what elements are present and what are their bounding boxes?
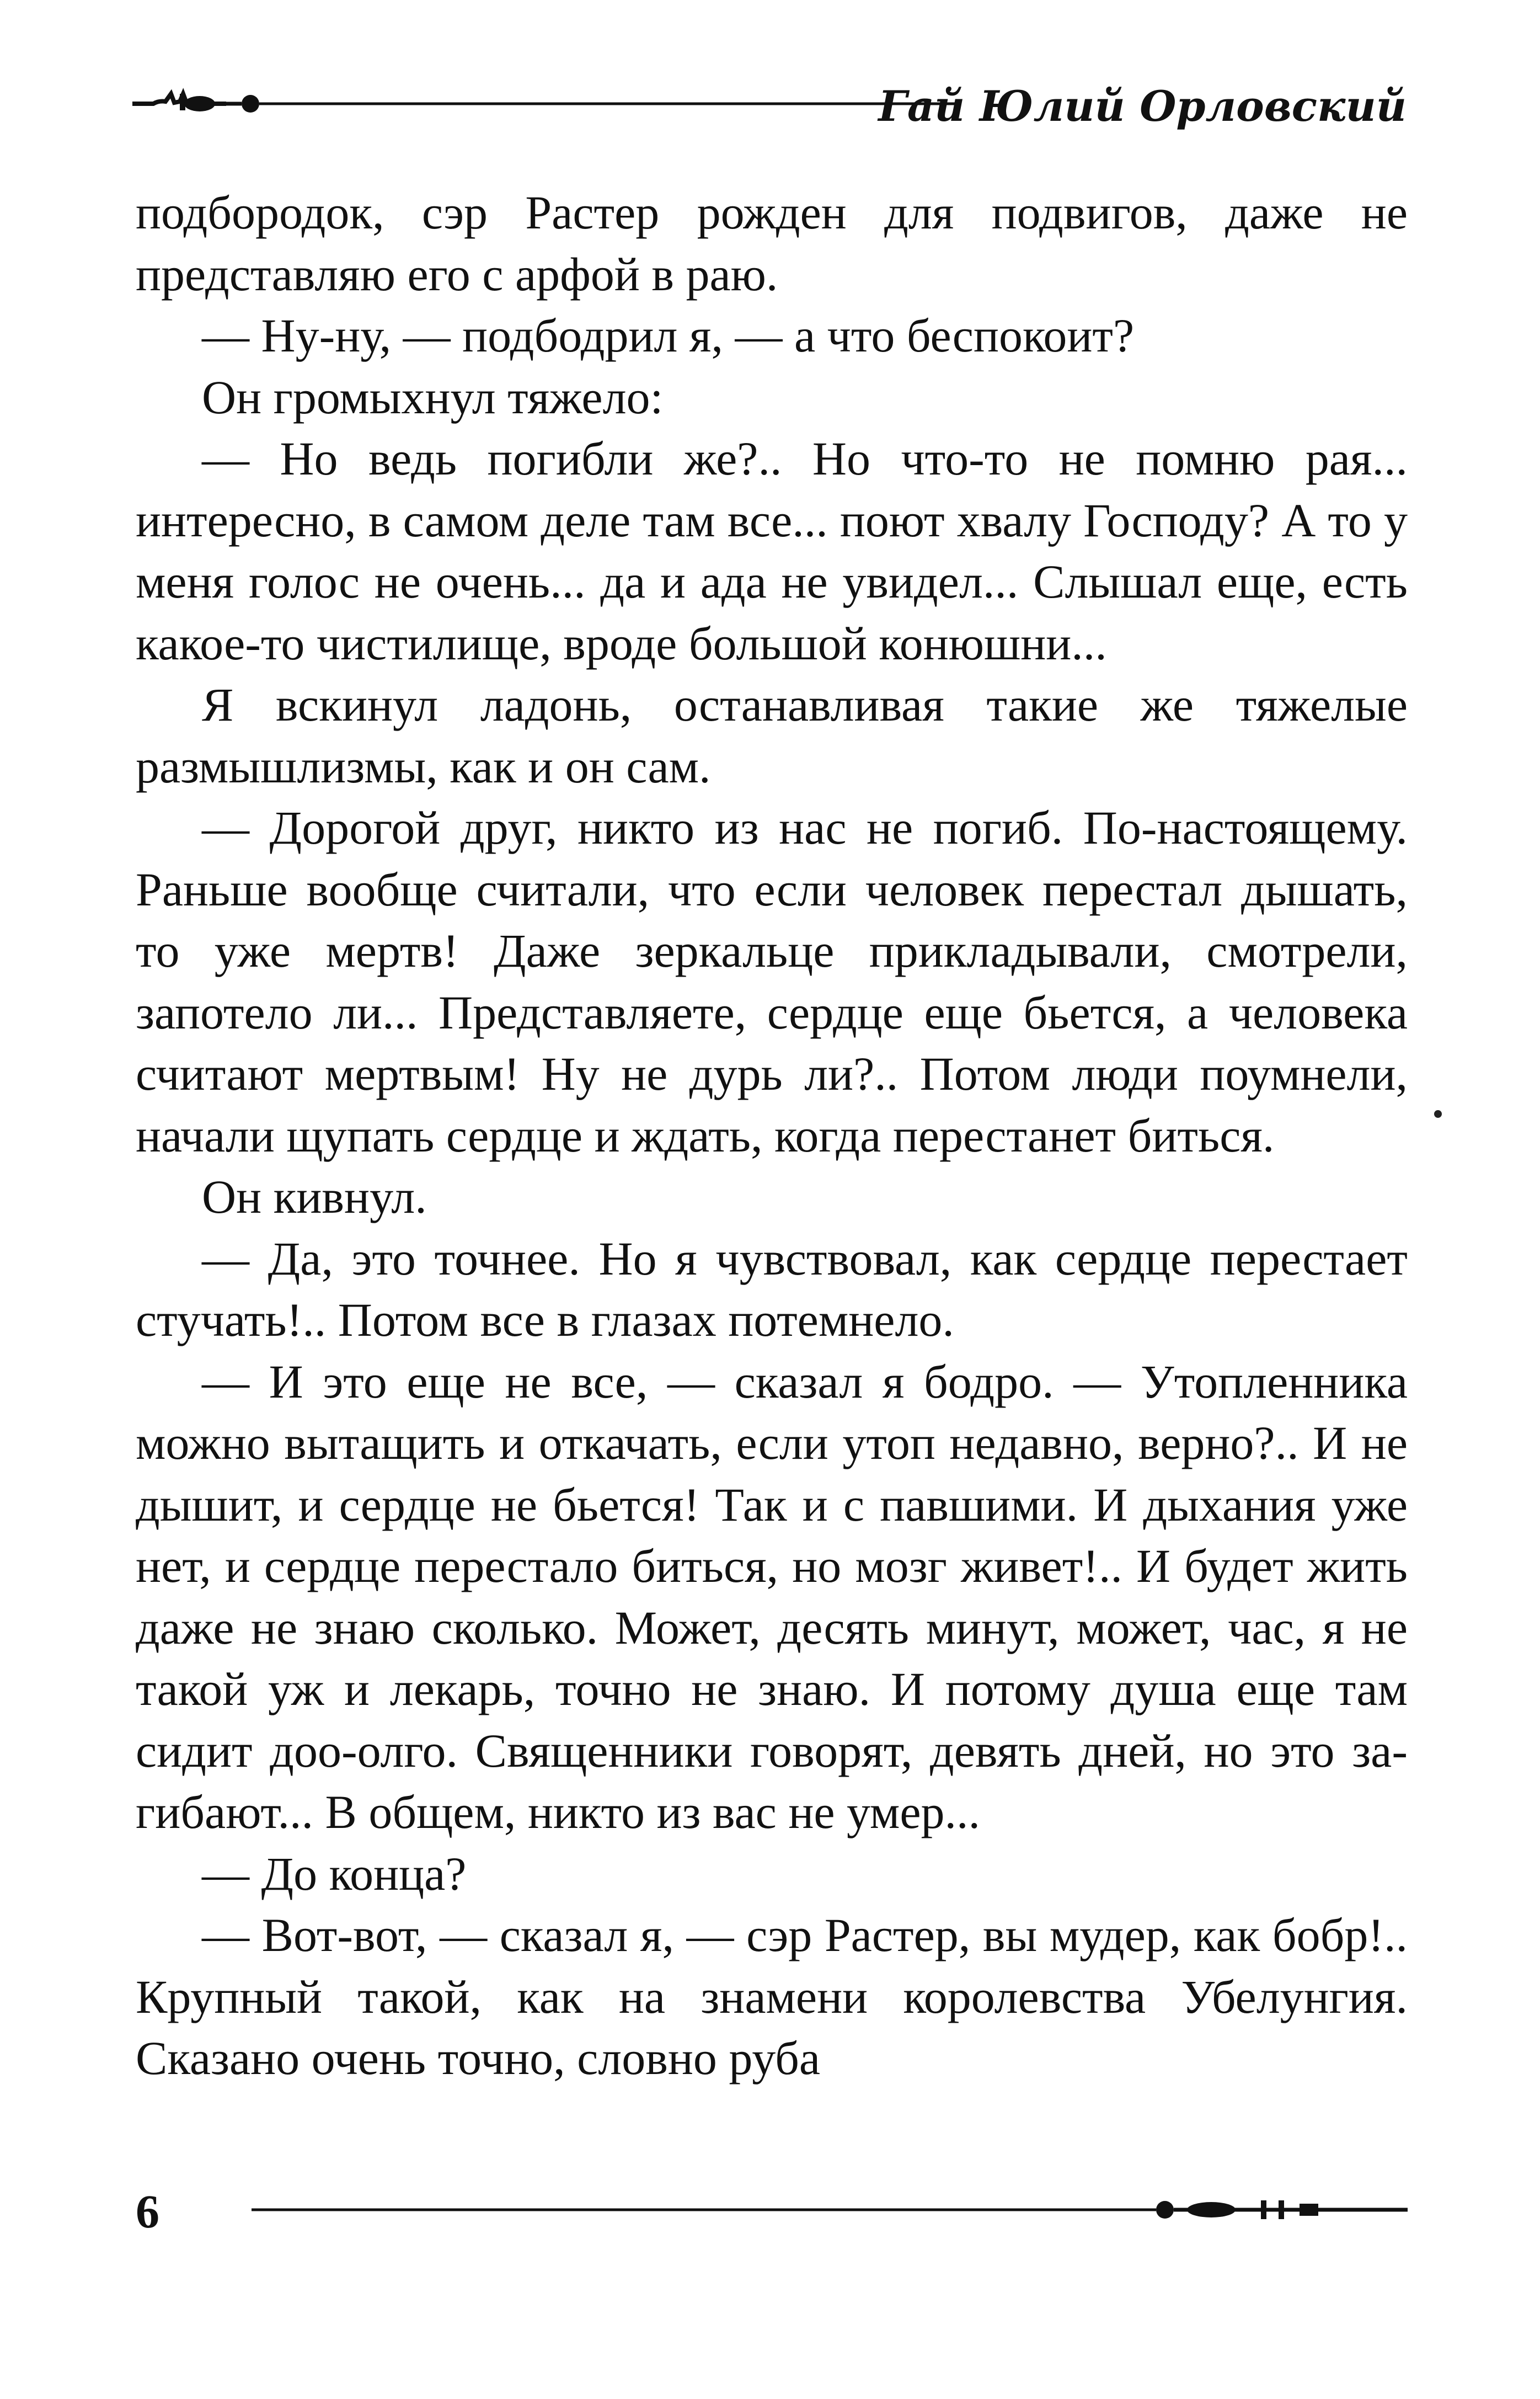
paragraph: Он громыхнул тяжело:: [202, 370, 664, 424]
ornamental-rule-icon: [132, 72, 960, 132]
ornamental-rule-icon: [252, 2179, 1408, 2240]
paragraph: — Вот-вот, — сказал я, — сэр Растер, вы мудер, как бобр!.. Крупный такой, как на знамени королевства Убелунгия. Сказано очень точно, словно руба: [136, 1908, 1408, 2085]
page-footer: [136, 2179, 1408, 2240]
paragraph: Я вскинул ладонь, останавливая такие же тяжелые размышлизмы, как и он сам.: [136, 678, 1408, 793]
paragraph: — До конца?: [202, 1847, 467, 1900]
paragraph: подбородок, сэр Растер рожден для подвигов, даже не представляю его с арфой в раю.: [136, 186, 1408, 301]
running-header: [132, 72, 1407, 132]
paragraph: — Ну-ну, — подбодрил я, — а что беспокоит?: [202, 309, 1135, 362]
author-name: Гай Юлий Орловский: [878, 82, 1407, 131]
page-number: 6: [136, 2185, 159, 2238]
body-text: [136, 182, 1408, 2089]
paragraph: — Да, это точнее. Но я чувствовал, как сердце перестает стучать!.. Потом все в глазах потемнело.: [136, 1232, 1408, 1346]
paragraph: — И это еще не все, — сказал я бодро. — Утопленника можно вытащить и откачать, если утоп недавно, верно?.. И не дышит, и сердце не бьется! Так и с павшими. И дыхания уже нет, и сердце перестало биться, но мозг живет!.. И будет жить даже не знаю сколько. Может, десять минут, может, час, я не такой уж и лекарь, точно не знаю. И потому душа еще там сидит доо-олго. Священники говорят, девять дней, но это загибают... В общем, никто из вас не умер...: [136, 1355, 1408, 1838]
paragraph: Он кивнул.: [202, 1170, 427, 1223]
margin-dot: [1434, 1110, 1442, 1118]
paragraph: — Дорогой друг, никто из нас не погиб. По-настоящему. Раньше вообще считали, что если человек перестал дышать, то уже мертв! Даже зеркальце прикладывали, смотрели, запотело ли... Представляете, сердце еще бьется, а человека считают мертвым! Ну не дурь ли?.. Потом люди поумнели, начали щупать сердце и ждать, когда перестанет биться.: [136, 801, 1408, 1162]
paragraph: — Но ведь погибли же?.. Но что-то не помню рая... интересно, в самом деле там все... поют хвалу Господу? А то у меня голос не очень... да и ада не увидел... Слышал еще, есть какое-то чистилище, вроде большой конюшни...: [136, 432, 1408, 670]
